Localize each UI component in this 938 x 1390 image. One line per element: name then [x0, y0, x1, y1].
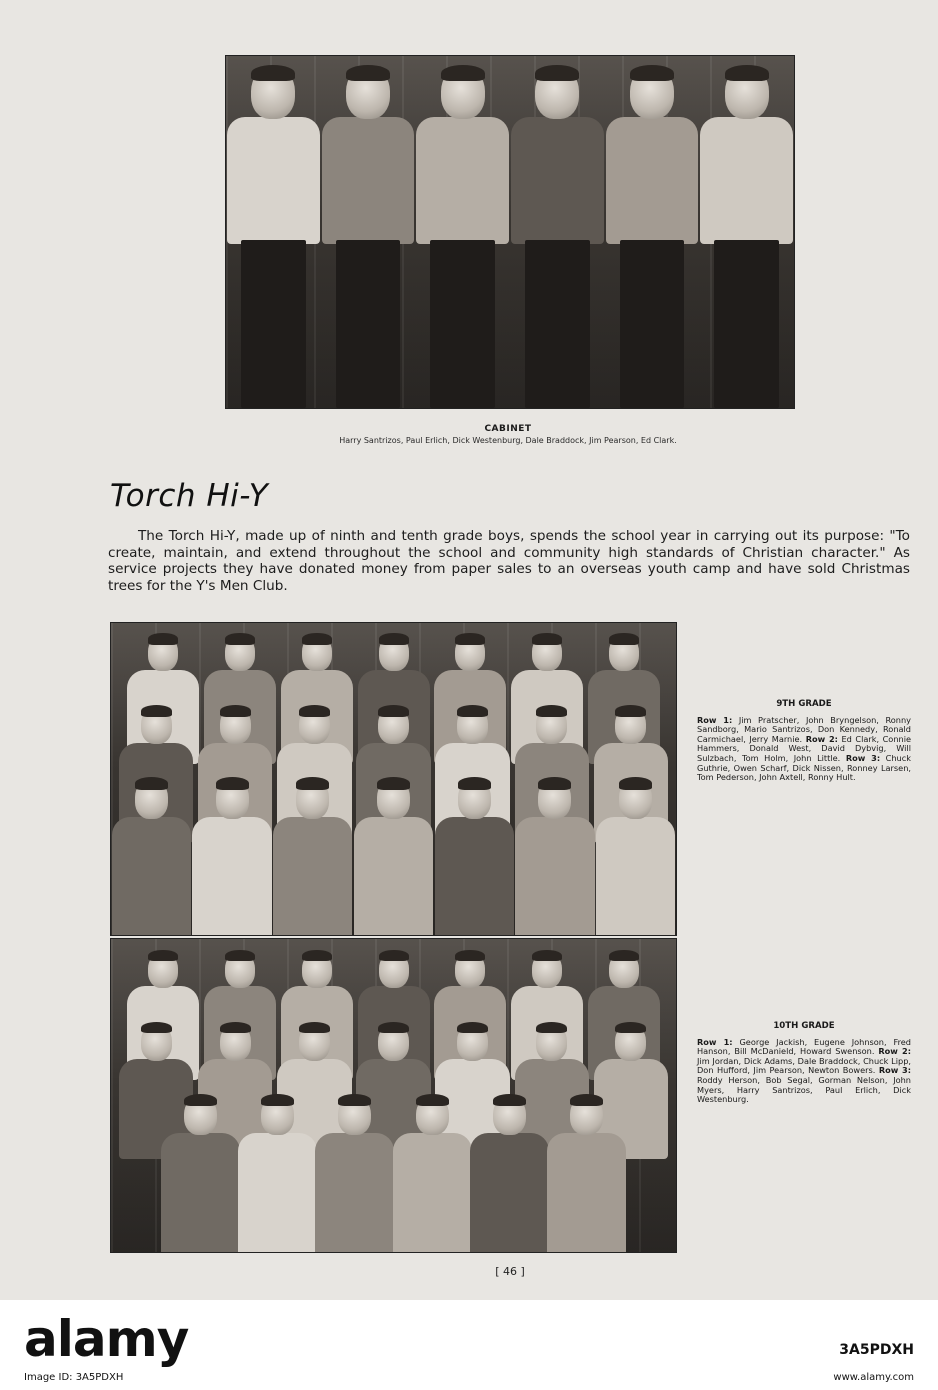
ninth-row2-names: Ed Clark, Connie Hammers, Donald West, David Dybvig, Will Sulzbach, Tom Holm, John Little.: [697, 733, 912, 763]
ninth-grade-caption: [697, 700, 911, 783]
tenth-grade-caption: [697, 1022, 911, 1105]
tenth-row3-names: Roddy Herson, Bob Segal, Gorman Nelson, John Myers, Harry Santrizos, Paul Erlich, Dick Westenburg.: [697, 1074, 911, 1105]
tenth-row3-label: Row 3:: [878, 1065, 911, 1076]
ninth-row1-label: Row 1:: [697, 714, 733, 725]
cabinet-caption-names: Harry Santrizos, Paul Erlich, Dick Westenburg, Dale Braddock, Jim Pearson, Ed Clark.: [339, 436, 677, 445]
page-number: [ 46 ]: [495, 1265, 525, 1278]
tenth-row2-label: Row 2:: [878, 1046, 911, 1057]
cabinet-photo: [225, 55, 795, 409]
image-code-label: 3A5PDXH: [839, 1342, 914, 1358]
ninth-row3-names: Chuck Guthrie, Owen Scharf, Dick Nissen, Ronney Larsen, Tom Pederson, John Axtell, Ronny Hult.: [697, 752, 911, 783]
ninth-grade-photo: [110, 622, 677, 936]
watermark-logo: alamy: [24, 1310, 189, 1368]
tenth-grade-rows: [697, 1038, 911, 1105]
ninth-row2-label: Row 2:: [805, 733, 838, 744]
image-url-label: www.alamy.com: [833, 1372, 914, 1383]
tenth-grade-photo: [110, 938, 677, 1253]
ninth-grade-title: 9TH GRADE: [776, 699, 832, 709]
section-heading: Torch Hi-Y: [110, 478, 269, 514]
image-id-label: Image ID: 3A5PDXH: [24, 1372, 124, 1383]
ninth-row1-names: Jim Pratscher, John Bryngelson, Ronny Sandborg, Mario Santrizos, Don Kennedy, Ronald Carmichael, Jerry Marnie.: [697, 714, 911, 744]
ninth-grade-rows: [697, 716, 911, 783]
tenth-row1-names: George Jackish, Eugene Johnson, Fred Hanson, Bill McDanield, Howard Swenson.: [697, 1036, 911, 1057]
cabinet-caption-title: CABINET: [484, 424, 532, 434]
tenth-row2-names: Jim Jordan, Dick Adams, Dale Braddock, Chuck Lipp, Don Hufford, Jim Pearson, Newton Bowers.: [697, 1055, 911, 1076]
ninth-row3-label: Row 3:: [845, 752, 881, 763]
tenth-row1-label: Row 1:: [697, 1036, 733, 1047]
section-paragraph: The Torch Hi-Y, made up of ninth and tenth grade boys, spends the school year in carrying out its purpose: "To create, maintain, and extend throughout the school and community high standards of Christian character." As service projects they have donated money from paper sales to an overseas youth camp and have sold Christmas trees for the Y's Men Club.: [108, 528, 910, 594]
tenth-grade-title: 10TH GRADE: [773, 1021, 835, 1031]
